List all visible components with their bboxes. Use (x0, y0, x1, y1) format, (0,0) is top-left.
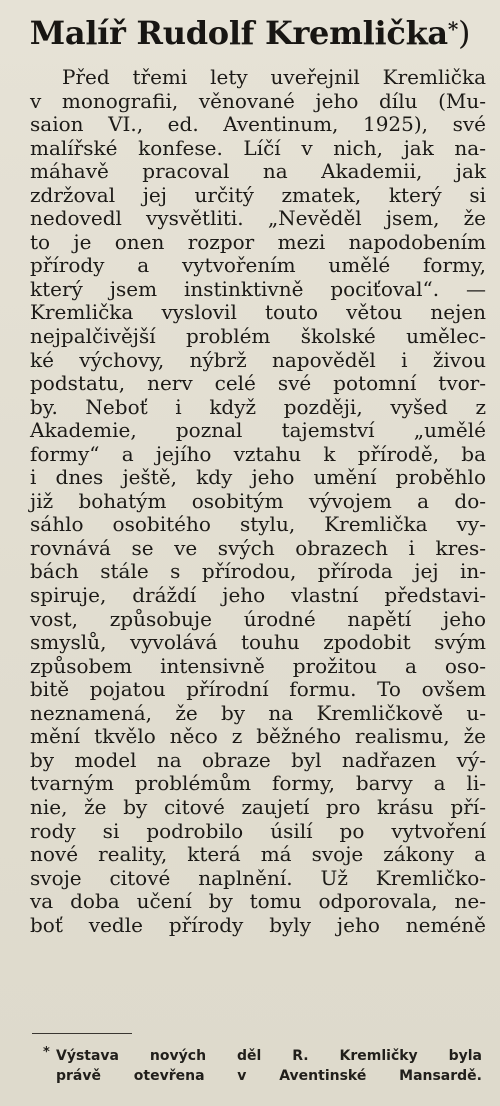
article-body (30, 66, 486, 937)
article-line: způsobem intensivně prožitou a oso- (30, 653, 486, 678)
article-line: ké výchovy, nýbrž napověděl i živou (30, 347, 486, 372)
article-line: vost, způsobuje úrodné napětí jeho (30, 606, 486, 631)
article-line: bitě pojatou přírodní formu. To ovšem (30, 677, 486, 702)
article-line: tvarným problémům formy, barvy a li- (30, 771, 486, 796)
article-line: sáhlo osobitého stylu, Kremlička vy- (30, 512, 486, 537)
article-line: nie, že by citové zaujetí pro krásu pří- (30, 794, 486, 819)
article-line: boť vedle přírody byly jeho neméně (30, 912, 486, 937)
title-footnote-mark: * (447, 17, 459, 41)
article-line: neznamená, že by na Kremličkově u- (30, 700, 486, 725)
footnote (43, 1045, 482, 1086)
article-line: Kremlička vyslovil touto větou nejen (30, 300, 486, 325)
article-line: malířské konfese. Líčí v nich, jak na- (30, 135, 486, 160)
article-line: formy“ a jejího vztahu k přírodě, ba (30, 441, 486, 466)
article-line: rody si podrobilo úsilí po vytvoření (30, 818, 486, 843)
article-line: rovnává se ve svých obrazech i kres- (30, 535, 486, 560)
article-line: v monografii, věnované jeho dílu (Mu- (30, 88, 486, 113)
article-line: smyslů, vyvolává touhu zpodobit svým (30, 630, 486, 655)
article-line: nové reality, která má svoje zákony a (30, 842, 486, 867)
footnote-divider (32, 1033, 132, 1034)
article-line: nedovedl vysvětliti. „Nevěděl jsem, že (30, 206, 486, 231)
footnote-line: Výstava nových děl R. Kremličky byla (56, 1048, 482, 1064)
article-line: saion VI., ed. Aventinum, 1925), své (30, 112, 486, 137)
article-line: mění tkvělo něco z běžného realismu, že (30, 724, 486, 749)
article-line: přírody a vytvořením umělé formy, (30, 253, 486, 278)
article-line: by. Neboť i když později, vyšed z (30, 394, 486, 419)
article-line: by model na obraze byl nadřazen vý- (30, 747, 486, 772)
article-line: který jsem instinktivně pociťoval“. — (30, 276, 486, 301)
article-line: podstatu, nerv celé své potomní tvor- (30, 371, 486, 396)
footnote-line: právě otevřena v Aventinské Mansardě. (56, 1068, 482, 1084)
article-line: již bohatým osobitým vývojem a do- (30, 488, 486, 513)
article-line: zdržoval jej určitý zmatek, který si (30, 182, 486, 207)
article-line: i dnes ještě, kdy jeho umění proběhlo (30, 465, 486, 490)
title-footnote-paren: ) (458, 14, 471, 52)
article-line: va doba učení by tomu odporovala, ne- (30, 889, 486, 914)
article-title-text: Malíř Rudolf Kremlička (29, 14, 448, 52)
footnote-mark: * (43, 1045, 50, 1060)
article-line: bách stále s přírodou, příroda jej in- (30, 559, 486, 584)
article-line: spiruje, dráždí jeho vlastní představi- (30, 583, 486, 608)
article-title (0, 10, 500, 56)
article-line: to je onen rozpor mezi napodobením (30, 229, 486, 254)
article-line: Před třemi lety uveřejnil Kremlička (62, 65, 486, 89)
article-line: nejpalčivější problém školské umělec- (30, 324, 486, 349)
article-line: máhavě pracoval na Akademii, jak (30, 159, 486, 184)
article-line: Akademie, poznal tajemství „umělé (30, 418, 486, 443)
article-line: svoje citové naplnění. Už Kremličko- (30, 865, 486, 890)
